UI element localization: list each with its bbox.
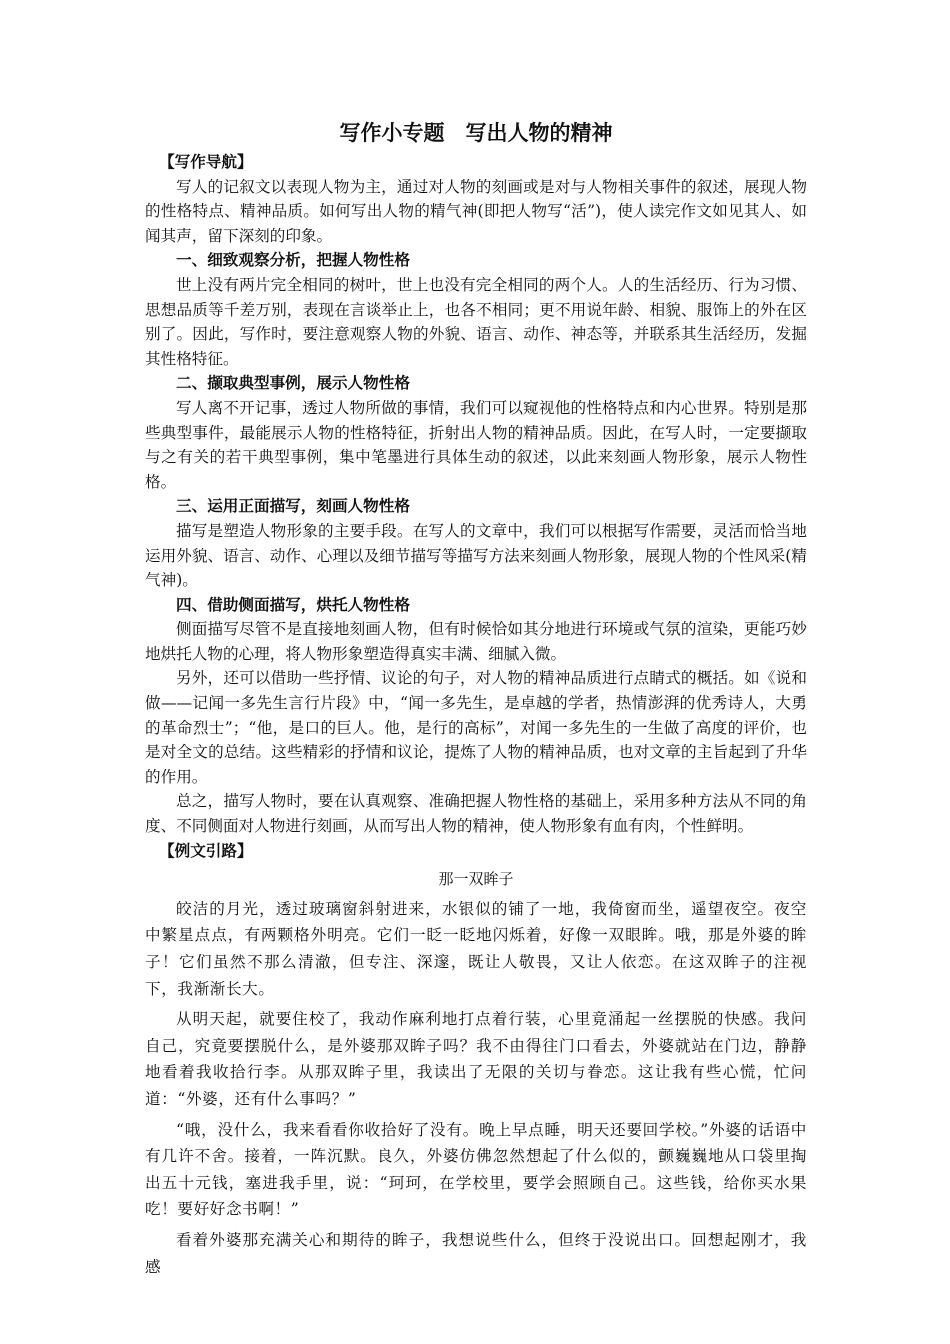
example-title: 那一双眸子: [438, 870, 514, 889]
example-paragraph-3: “哦，没什么，我来看看你收拾好了没有。晚上早点睡，明天还要回学校。”外婆的话语中有几许不舍。接着，一阵沉默。良久，外婆仿佛忽然想起了什么似的，颤巍巍地从口袋里掏出五十元钱，塞进我手里，说：“珂珂，在学校里，要学会照顾自己。这些钱，给你买水果吃！要好好念书啊！”: [145, 1120, 807, 1219]
extra-paragraph-2: 总之，描写人物时，要在认真观察、准确把握人物性格的基础上，采用多种方法从不同的角度、不同侧面对人物进行刻画，从而写出人物的精神，使人物形象有血有肉，个性鲜明。: [145, 792, 807, 836]
example-paragraph-4: 看着外婆那充满关心和期待的眸子，我想说些什么，但终于没说出口。回想起刚才，我感: [145, 1230, 807, 1276]
section-body-2: 写人离不开记事，透过人物所做的事情，我们可以窥视他的性格特点和内心世界。特别是那些典型事件，最能展示人物的性格特征，折射出人物的精神品质。因此，在写人时，一定要撷取与之有关的若干典型事例，集中笔墨进行具体生动的叙述，以此来刻画人物形象，展示人物性格。: [145, 398, 807, 491]
example-label: 【例文引路】: [159, 841, 253, 860]
example-paragraph-1: 皎洁的月光，透过玻璃窗斜射进来，水银似的铺了一地，我倚窗而坐，遥望夜空。夜空中繁星点点，有两颗格外明亮。它们一眨一眨地闪烁着，好像一双眼眸。哦，那是外婆的眸子！它们虽然不那么清澈，但专注、深邃，既让人敬畏，又让人依恋。在这双眸子的注视下，我渐渐长大。: [145, 899, 807, 998]
section-body-4: 侧面描写尽管不是直接地刻画人物，但有时候恰如其分地进行环境或气氛的渲染，更能巧妙地烘托人物的心理，将人物形象塑造得真实丰满、细腻入微。: [145, 620, 807, 663]
section-heading-2: 二、撷取典型事例，展示人物性格: [176, 374, 410, 393]
intro-paragraph: 写人的记叙文以表现人物为主，通过对人物的刻画或是对与人物相关事件的叙述，展现人物的性格特点、精神品质。如何写出人物的精气神(即把人物写“活”)，使人读完作文如见其人、如闻其声，留下深刻的印象。: [145, 177, 807, 245]
section-heading-1: 一、细致观察分析，把握人物性格: [176, 251, 410, 270]
example-paragraph-2: 从明天起，就要住校了，我动作麻利地打点着行装，心里竟涌起一丝摆脱的快感。我问自己，究竟要摆脱什么，是外婆那双眸子吗？我不由得往门口看去，外婆就站在门边，静静地看着我收拾行李。从那双眸子里，我读出了无限的关切与眷恋。这让我有些心慌，忙问道：“外婆，还有什么事吗？”: [145, 1010, 807, 1108]
extra-paragraph-1: 另外，还可以借助一些抒情、议论的句子，对人物的精神品质进行点睛式的概括。如《说和做——记闻一多先生言行片段》中，“闻一多先生，是卓越的学者，热情澎湃的优秀诗人，大勇的革命烈士”；“他，是口的巨人。他，是行的高标”，对闻一多先生的一生做了高度的评价，也是对全文的总结。这些精彩的抒情和议论，提炼了人物的精神品质，也对文章的主旨起到了升华的作用。: [145, 669, 807, 786]
document-page: [145, 118, 807, 1284]
section-body-3: 描写是塑造人物形象的主要手段。在写人的文章中，我们可以根据写作需要，灵活而恰当地运用外貌、语言、动作、心理以及细节描写等描写方法来刻画人物形象，展现人物的个性风采(精气神)。: [145, 521, 807, 590]
section-body-1: 世上没有两片完全相同的树叶，世上也没有完全相同的两个人。人的生活经历、行为习惯、思想品质等千差万别，表现在言谈举止上，也各不相同；更不用说年龄、相貌、服饰上的外在区别了。因此，写作时，要注意观察人物的外貌、语言、动作、神态等，并联系其生活经历，发掘其性格特征。: [145, 275, 807, 368]
page-title: 写作小专题 写出人物的精神: [339, 121, 613, 145]
writing-guide-label: 【写作导航】: [159, 153, 253, 171]
section-heading-4: 四、借助侧面描写，烘托人物性格: [176, 595, 410, 614]
section-heading-3: 三、运用正面描写，刻画人物性格: [176, 497, 410, 516]
